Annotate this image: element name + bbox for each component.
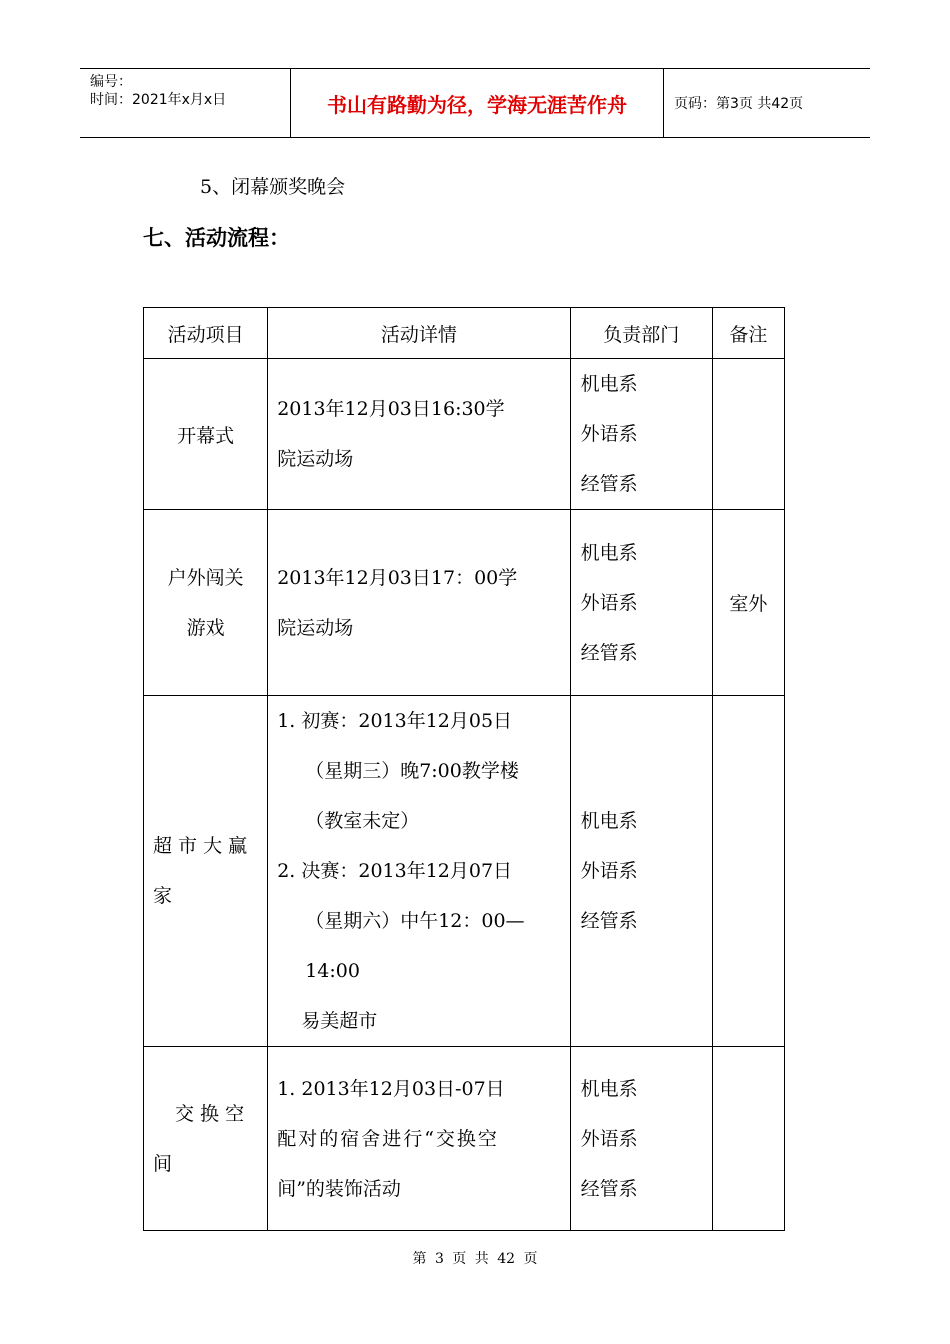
project-cell: 交 换 空 间 xyxy=(144,1047,268,1231)
activity-flow-table xyxy=(143,307,785,1231)
note-cell xyxy=(712,1047,784,1231)
header-detail: 活动详情 xyxy=(268,308,570,359)
header-project: 活动项目 xyxy=(144,308,268,359)
table-row xyxy=(144,510,785,696)
time-label: 时间：2021年x月x日 xyxy=(90,92,227,108)
table-row xyxy=(144,696,785,1047)
detail-cell: 1. 初赛：2013年12月05日 （星期三）晚7:00教学楼 （教室未定） 2. 决赛：2013年12月07日 （星期六）中午12：00— 14:00 易美超市 xyxy=(268,696,570,1047)
project-cell: 超 市 大 赢 家 xyxy=(144,696,268,1047)
note-cell: 室外 xyxy=(712,510,784,696)
dept-cell: 机电系 外语系 经管系 xyxy=(570,510,712,696)
table-row xyxy=(144,1047,785,1231)
dept-cell: 机电系 外语系 经管系 xyxy=(570,696,712,1047)
list-item-closing-ceremony: 5、闭幕颁奖晚会 xyxy=(200,176,346,198)
detail-cell: 1. 2013年12月03日-07日 配对的宿舍进行“交换空 间”的装饰活动 xyxy=(268,1047,570,1231)
header-meta xyxy=(80,69,291,137)
page-footer: 第 3 页 共 42 页 xyxy=(412,1251,538,1267)
header-page-info: 页码：第3页 共42页 xyxy=(674,96,804,112)
header-note: 备注 xyxy=(712,308,784,359)
project-cell: 户外闯关 游戏 xyxy=(144,510,268,696)
note-cell xyxy=(712,359,784,510)
table-header-row xyxy=(144,308,785,359)
table-row xyxy=(144,359,785,510)
note-cell xyxy=(712,696,784,1047)
detail-cell: 2013年12月03日17：00学 院运动场 xyxy=(268,510,570,696)
section-title: 七、活动流程： xyxy=(143,226,290,250)
project-cell: 开幕式 xyxy=(144,359,268,510)
dept-cell: 机电系 外语系 经管系 xyxy=(570,359,712,510)
detail-cell: 2013年12月03日16:30学 院运动场 xyxy=(268,359,570,510)
header-motto: 书山有路勤为径，学海无涯苦作舟 xyxy=(291,69,664,137)
dept-cell: 机电系 外语系 经管系 xyxy=(570,1047,712,1231)
document-header xyxy=(80,68,870,138)
header-dept: 负责部门 xyxy=(570,308,712,359)
code-label: 编号： xyxy=(90,74,132,90)
